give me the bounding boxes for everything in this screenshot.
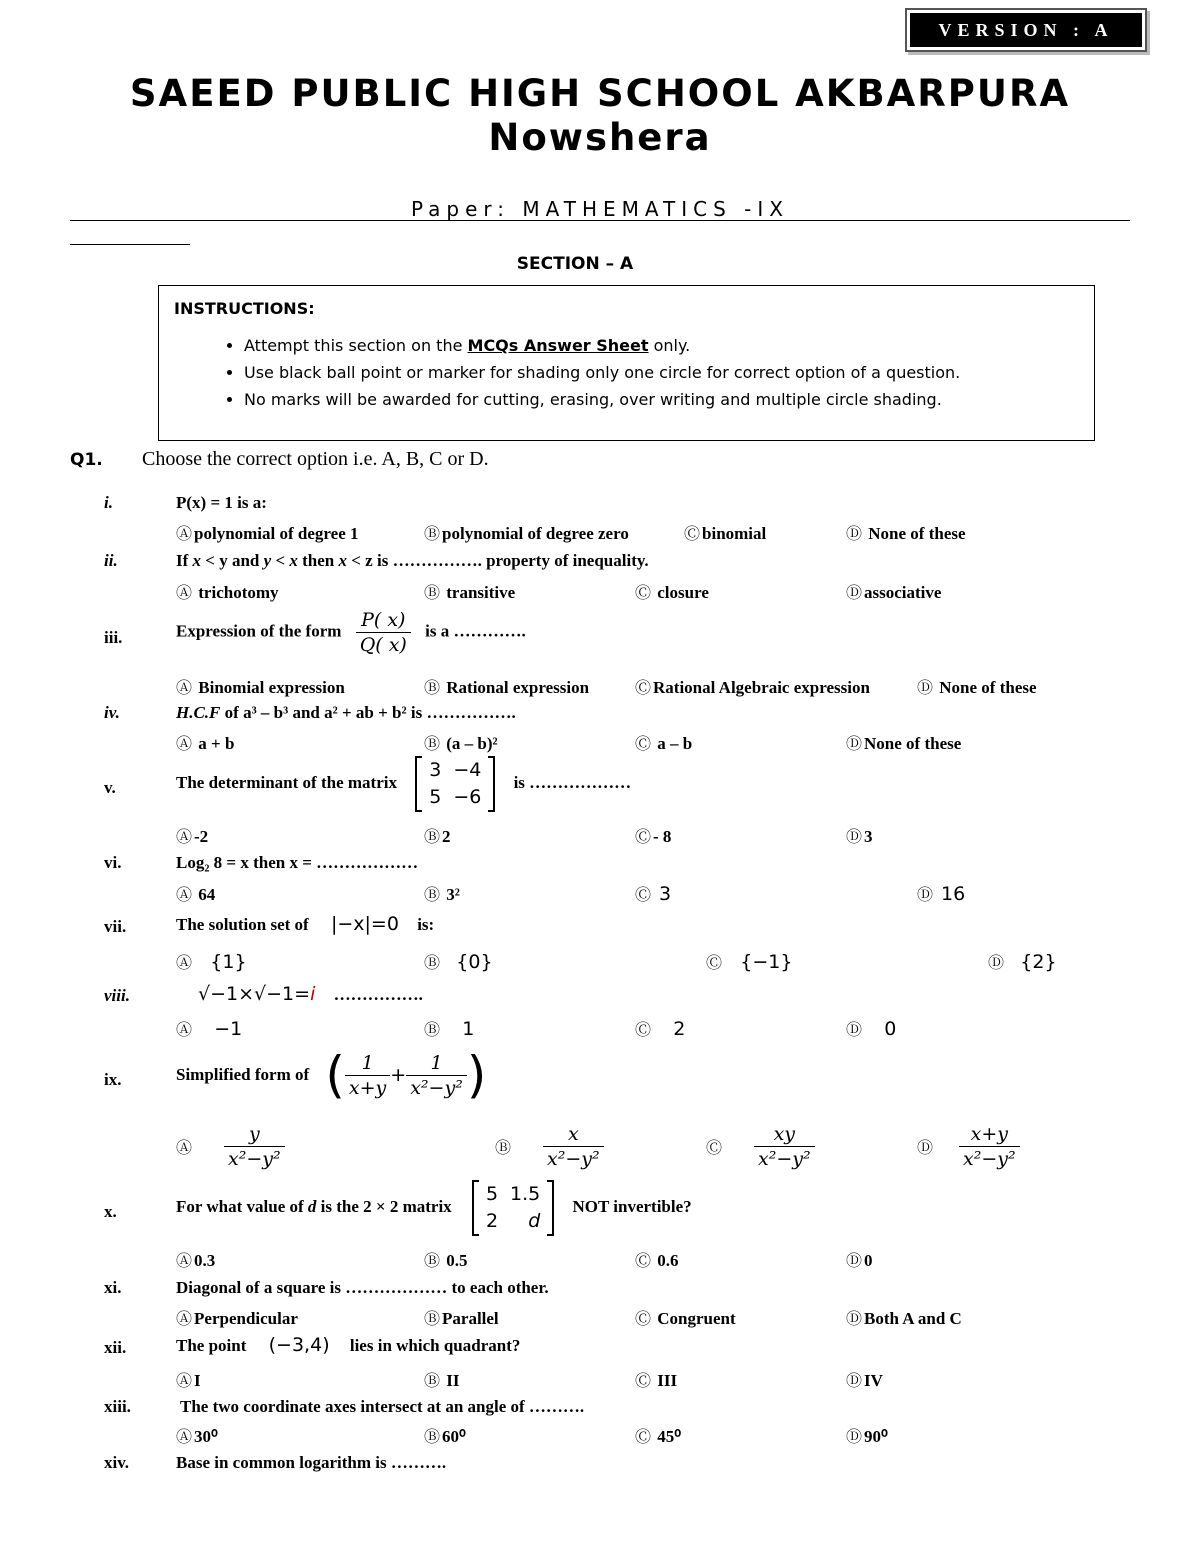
- option-text: None of these: [864, 524, 966, 543]
- circle-c-icon: Ⓒ: [635, 678, 652, 697]
- instructions-title: INSTRUCTIONS:: [174, 299, 315, 318]
- fraction: [959, 1122, 1020, 1171]
- circle-b-icon: Ⓑ: [424, 953, 441, 972]
- option-b[interactable]: [424, 521, 629, 544]
- divider: [70, 244, 190, 245]
- circle-a-icon: Ⓐ: [176, 1138, 193, 1157]
- stem-text: The solution set of: [176, 915, 309, 934]
- circle-a-icon: Ⓐ: [176, 827, 193, 846]
- option-text: 3²: [442, 885, 460, 904]
- stem-text: < z is ……………. property of inequality.: [347, 551, 649, 570]
- option-b[interactable]: [424, 882, 460, 905]
- item-stem: [176, 703, 516, 723]
- circle-b-icon: Ⓑ: [424, 583, 441, 602]
- option-text: Congruent: [653, 1309, 736, 1328]
- item-number: vii.: [104, 917, 127, 936]
- option-text: Rational expression: [442, 678, 590, 697]
- circle-b-icon: Ⓑ: [424, 524, 441, 543]
- circle-d-icon: Ⓓ: [846, 1020, 863, 1039]
- school-name-line1: SAEED PUBLIC HIGH SCHOOL AKBARPURA: [129, 72, 1071, 115]
- circle-b-icon: Ⓑ: [424, 1371, 441, 1390]
- circle-b-icon: Ⓑ: [424, 1427, 441, 1446]
- circle-c-icon: Ⓒ: [635, 1309, 652, 1328]
- circle-c-icon: Ⓒ: [635, 827, 652, 846]
- fraction-denominator: x+y: [348, 1076, 387, 1099]
- option-text: {1}: [210, 951, 247, 973]
- option-d[interactable]: [917, 675, 1037, 698]
- option-text: 3: [864, 827, 873, 846]
- option-text: III: [653, 1371, 678, 1390]
- item-number: xi.: [104, 1278, 122, 1297]
- item-number: x.: [104, 1202, 117, 1221]
- option-a[interactable]: [176, 580, 279, 603]
- item-number: viii.: [104, 986, 130, 1005]
- fraction-denominator: x²−y²: [228, 1148, 281, 1170]
- option-text: None of these: [935, 678, 1037, 697]
- math-expression: √−1×√−1=: [198, 983, 311, 1005]
- option-text: 90⁰: [864, 1427, 888, 1446]
- answer-sheet-ref: MCQs Answer Sheet: [467, 336, 649, 355]
- option-text: Both A and C: [864, 1309, 962, 1328]
- stem-text: <: [271, 551, 290, 570]
- option-text: {0}: [456, 951, 493, 973]
- circle-d-icon: Ⓓ: [846, 1309, 863, 1328]
- paper-title: Paper: MATHEMATICS -IX: [70, 198, 1130, 221]
- option-text: a – b: [653, 734, 693, 753]
- circle-c-icon: Ⓒ: [635, 1371, 652, 1390]
- option-a[interactable]: [176, 950, 247, 973]
- stem-text: then: [297, 551, 339, 570]
- matrix-cell: −4: [453, 759, 482, 781]
- circle-c-icon: Ⓒ: [635, 1020, 652, 1039]
- option-text: {2}: [1020, 951, 1057, 973]
- math-expression: i: [310, 983, 316, 1005]
- option-d[interactable]: [846, 1306, 962, 1329]
- option-text: 0: [884, 1018, 897, 1040]
- option-d[interactable]: [988, 950, 1057, 973]
- option-text: 0.5: [442, 1251, 468, 1270]
- option-d[interactable]: [846, 521, 966, 544]
- option-text: {−1}: [740, 951, 793, 973]
- item-number: ix.: [104, 1070, 122, 1089]
- circle-d-icon: Ⓓ: [917, 1138, 934, 1157]
- circle-c-icon: Ⓒ: [684, 524, 701, 543]
- circle-d-icon: Ⓓ: [846, 524, 863, 543]
- option-d[interactable]: [846, 1248, 873, 1271]
- option-text: 64: [194, 885, 216, 904]
- fraction: [345, 1051, 390, 1100]
- option-c[interactable]: [635, 1368, 677, 1391]
- instruction-text: only.: [648, 336, 691, 355]
- circle-b-icon: Ⓑ: [424, 827, 441, 846]
- option-text: - 8: [653, 827, 672, 846]
- option-a[interactable]: [176, 675, 345, 698]
- option-text: binomial: [702, 524, 767, 543]
- circle-a-icon: Ⓐ: [176, 1427, 193, 1446]
- option-b[interactable]: [495, 1122, 604, 1171]
- option-b[interactable]: [424, 1248, 468, 1271]
- option-text: −1: [214, 1018, 243, 1040]
- version-box: [905, 8, 1147, 52]
- circle-d-icon: Ⓓ: [917, 678, 934, 697]
- option-c[interactable]: [635, 731, 692, 754]
- option-text: 60⁰: [442, 1427, 466, 1446]
- circle-d-icon: Ⓓ: [988, 953, 1005, 972]
- option-c[interactable]: [635, 882, 671, 905]
- circle-b-icon: Ⓑ: [424, 1251, 441, 1270]
- fraction-numerator: xy: [754, 1122, 815, 1147]
- version-label: VERSION : A: [910, 13, 1142, 47]
- stem-text: If: [176, 551, 193, 570]
- stem-text: is a ………….: [425, 621, 526, 641]
- circle-c-icon: Ⓒ: [635, 734, 652, 753]
- option-text: 45⁰: [653, 1427, 682, 1446]
- school-name-line2: Nowshera: [488, 116, 712, 159]
- instruction-item: [244, 332, 960, 359]
- option-text: 3: [653, 883, 672, 905]
- option-b[interactable]: [424, 1306, 499, 1329]
- option-c[interactable]: [635, 1306, 736, 1329]
- option-c[interactable]: [635, 675, 870, 698]
- stem-text: is ………………: [513, 772, 632, 792]
- option-text: polynomial of degree 1: [194, 524, 359, 543]
- circle-c-icon: Ⓒ: [706, 953, 723, 972]
- item-stem: Base in common logarithm is ……….: [176, 1453, 447, 1472]
- circle-c-icon: Ⓒ: [706, 1138, 723, 1157]
- option-d[interactable]: [846, 824, 873, 847]
- stem-var: y: [263, 551, 272, 570]
- option-a[interactable]: [176, 824, 208, 847]
- item-number: v.: [104, 778, 116, 797]
- option-b[interactable]: [424, 1368, 460, 1391]
- item-stem: [176, 1180, 692, 1236]
- circle-a-icon: Ⓐ: [176, 885, 193, 904]
- item-number: iii.: [104, 628, 123, 647]
- option-d[interactable]: [846, 1424, 888, 1447]
- option-text: None of these: [864, 734, 962, 753]
- item-stem: Simplified form of ( $\frac{1}{x+y}$ + $\frac{1}{\text{x²−y²}}$ ): [176, 1046, 487, 1104]
- circle-d-icon: Ⓓ: [846, 734, 863, 753]
- item-stem: [176, 551, 649, 571]
- item-stem: P(x) = 1 is a:: [176, 493, 267, 512]
- item-stem: Diagonal of a square is ……………… to each other.: [176, 1278, 549, 1297]
- circle-b-icon: Ⓑ: [424, 1020, 441, 1039]
- circle-b-icon: Ⓑ: [424, 885, 441, 904]
- option-text: IV: [864, 1371, 883, 1390]
- option-c[interactable]: [706, 950, 792, 973]
- option-text: 0.6: [653, 1251, 679, 1270]
- fraction: [224, 1122, 285, 1171]
- option-text: a + b: [194, 734, 235, 753]
- option-c[interactable]: [635, 1248, 679, 1271]
- option-b[interactable]: [424, 675, 589, 698]
- instructions-list: [204, 332, 960, 413]
- option-d[interactable]: [846, 731, 961, 754]
- item-number: ii.: [104, 551, 118, 570]
- circle-a-icon: Ⓐ: [176, 734, 193, 753]
- math-operator: +: [390, 1064, 407, 1086]
- math-expression: |−x|=0: [330, 913, 399, 935]
- stem-text: Expression of the form: [176, 621, 342, 641]
- circle-a-icon: Ⓐ: [176, 678, 193, 697]
- matrix-cell: 3: [429, 759, 442, 781]
- circle-b-icon: Ⓑ: [424, 1309, 441, 1328]
- fraction: [543, 1122, 604, 1171]
- circle-d-icon: Ⓓ: [846, 1251, 863, 1270]
- stem-text: < y and: [201, 551, 264, 570]
- circle-d-icon: Ⓓ: [917, 885, 934, 904]
- matrix-cell: −6: [453, 786, 482, 808]
- item-number: xii.: [104, 1338, 127, 1357]
- circle-d-icon: Ⓓ: [846, 1371, 863, 1390]
- option-c[interactable]: [635, 580, 709, 603]
- fraction-denominator: Q( x): [359, 634, 407, 656]
- option-a[interactable]: [176, 1306, 298, 1329]
- option-c[interactable]: [684, 521, 766, 544]
- option-b[interactable]: [424, 950, 493, 973]
- option-text: 16: [935, 883, 966, 905]
- option-c[interactable]: [635, 1017, 685, 1040]
- instructions-box: [158, 285, 1095, 441]
- item-stem: [176, 756, 631, 812]
- stem-var: x: [289, 551, 298, 570]
- instruction-item: • Use black ball point or marker for shading only one circle for correct option of a question.: [244, 359, 960, 386]
- math-expression: (−3,4): [268, 1334, 330, 1356]
- option-text: closure: [653, 583, 709, 602]
- circle-d-icon: Ⓓ: [846, 827, 863, 846]
- option-text: associative: [864, 583, 942, 602]
- circle-a-icon: Ⓐ: [176, 1020, 193, 1039]
- option-text: trichotomy: [194, 583, 279, 602]
- fraction: [406, 1051, 467, 1100]
- option-d[interactable]: [846, 1017, 896, 1040]
- matrix: [472, 1180, 554, 1236]
- matrix-cell: 1.5: [510, 1183, 541, 1205]
- fraction-denominator: x²−y²: [547, 1148, 600, 1170]
- matrix-cell: 5: [429, 786, 442, 808]
- option-d[interactable]: [917, 1122, 1020, 1171]
- option-b[interactable]: [424, 1424, 466, 1447]
- stem-var: x: [192, 551, 202, 570]
- circle-c-icon: Ⓒ: [635, 583, 652, 602]
- option-d[interactable]: [846, 1368, 883, 1391]
- item-number: iv.: [104, 703, 120, 722]
- fraction-denominator: x²−y²: [410, 1076, 463, 1099]
- option-text: (a – b)²: [442, 734, 498, 753]
- option-a[interactable]: [176, 1248, 215, 1271]
- stem-text: is:: [417, 915, 435, 934]
- question-label: Q1.: [70, 450, 103, 470]
- item-stem: [176, 1334, 520, 1356]
- item-number: xiii.: [104, 1397, 131, 1416]
- stem-var: x: [338, 551, 347, 570]
- section-title: SECTION – A: [516, 254, 634, 274]
- circle-a-icon: Ⓐ: [176, 953, 193, 972]
- stem-text: NOT invertible?: [572, 1196, 692, 1216]
- option-text: Perpendicular: [194, 1309, 298, 1328]
- option-b[interactable]: [424, 824, 451, 847]
- option-text: 30⁰: [194, 1427, 218, 1446]
- option-a[interactable]: [176, 521, 359, 544]
- option-text: Parallel: [442, 1309, 499, 1328]
- school-name: [0, 72, 1200, 160]
- option-a[interactable]: [176, 1424, 218, 1447]
- circle-c-icon: Ⓒ: [635, 885, 652, 904]
- circle-d-icon: Ⓓ: [846, 583, 863, 602]
- fraction-numerator: 1: [345, 1051, 390, 1076]
- item-stem: [176, 608, 526, 657]
- circle-d-icon: Ⓓ: [846, 1427, 863, 1446]
- fraction: [356, 608, 411, 657]
- item-stem: [198, 983, 423, 1005]
- item-stem: Log₂ 8 = x then x = ………………: [176, 853, 419, 872]
- circle-a-icon: Ⓐ: [176, 583, 193, 602]
- option-text: transitive: [442, 583, 516, 602]
- option-c[interactable]: [706, 1122, 815, 1171]
- matrix: [415, 756, 495, 812]
- fraction-numerator: x+y: [959, 1122, 1020, 1147]
- fraction-numerator: P( x): [356, 608, 411, 633]
- fraction: [754, 1122, 815, 1171]
- item-number: vi.: [104, 853, 122, 872]
- option-text: 2: [673, 1018, 686, 1040]
- circle-c-icon: Ⓒ: [635, 1251, 652, 1270]
- option-a[interactable]: [176, 1368, 201, 1391]
- option-b[interactable]: [424, 1017, 474, 1040]
- item-stem: [176, 913, 434, 935]
- option-c[interactable]: [635, 1424, 681, 1447]
- option-text: polynomial of degree zero: [442, 524, 629, 543]
- option-c[interactable]: [635, 824, 671, 847]
- option-text: 2: [442, 827, 451, 846]
- fraction-numerator: x: [543, 1122, 604, 1147]
- fraction-denominator: x²−y²: [758, 1148, 811, 1170]
- circle-b-icon: Ⓑ: [495, 1138, 512, 1157]
- stem-text: of a³ – b³ and a² + ab + b² is …………….: [220, 703, 516, 722]
- item-number: xiv.: [104, 1453, 130, 1472]
- stem-text: The determinant of the matrix: [176, 772, 397, 792]
- fraction-numerator: 1: [406, 1051, 467, 1076]
- circle-a-icon: Ⓐ: [176, 1251, 193, 1270]
- matrix-cell: d: [528, 1210, 541, 1232]
- stem-text: is the 2 × 2 matrix: [316, 1196, 452, 1216]
- fraction-denominator: x²−y²: [963, 1148, 1016, 1170]
- item-stem: The two coordinate axes intersect at an angle of ……….: [180, 1397, 585, 1416]
- question-instruction: Choose the correct option i.e. A, B, C or D.: [142, 448, 489, 470]
- option-text: II: [442, 1371, 460, 1390]
- option-b[interactable]: [424, 580, 515, 603]
- stem-var: d: [307, 1196, 317, 1216]
- stem-text: …………….: [333, 985, 423, 1004]
- option-text: 0: [864, 1251, 873, 1270]
- option-text: I: [194, 1371, 201, 1390]
- instruction-text: Attempt this section on the: [244, 336, 468, 355]
- option-text: 0.3: [194, 1251, 216, 1270]
- option-a[interactable]: [176, 1122, 285, 1171]
- option-a[interactable]: [176, 882, 215, 905]
- option-text: 1: [462, 1018, 475, 1040]
- circle-a-icon: Ⓐ: [176, 1309, 193, 1328]
- circle-a-icon: Ⓐ: [176, 1371, 193, 1390]
- circle-b-icon: Ⓑ: [424, 734, 441, 753]
- matrix-cell: 2: [485, 1210, 499, 1232]
- instruction-item: • No marks will be awarded for cutting, erasing, over writing and multiple circle shading.: [244, 386, 960, 413]
- option-text: Rational Algebraic expression: [653, 678, 870, 697]
- stem-text: Simplified form of: [176, 1065, 310, 1084]
- option-d[interactable]: [917, 882, 965, 905]
- option-a[interactable]: [176, 731, 234, 754]
- matrix-cell: 5: [485, 1183, 499, 1205]
- stem-text: The point: [176, 1336, 247, 1355]
- option-text: -2: [194, 827, 209, 846]
- option-b[interactable]: [424, 731, 498, 754]
- fraction-numerator: y: [224, 1122, 285, 1147]
- circle-a-icon: Ⓐ: [176, 524, 193, 543]
- circle-b-icon: Ⓑ: [424, 678, 441, 697]
- circle-c-icon: Ⓒ: [635, 1427, 652, 1446]
- item-number: i.: [104, 493, 113, 512]
- stem-text: H.C.F: [176, 703, 221, 722]
- stem-text: lies in which quadrant?: [349, 1336, 521, 1355]
- option-a[interactable]: [176, 1017, 242, 1040]
- option-d[interactable]: [846, 580, 941, 603]
- stem-text: For what value of: [176, 1196, 308, 1216]
- option-text: Binomial expression: [194, 678, 345, 697]
